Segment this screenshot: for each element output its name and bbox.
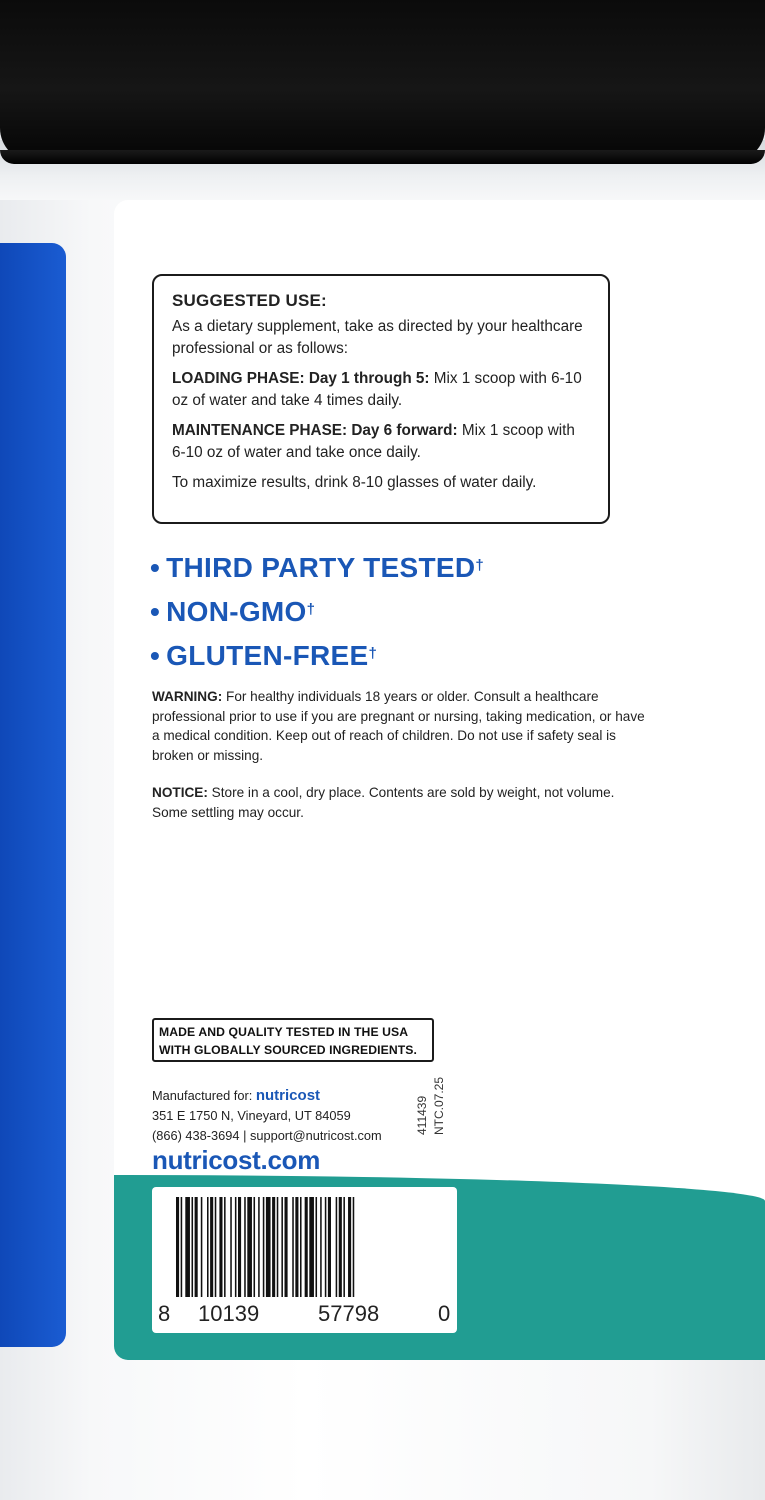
barcode-bar [244, 1197, 246, 1297]
barcode-bar [305, 1197, 308, 1297]
barcode-bar [210, 1197, 213, 1297]
notice-body: Store in a cool, dry place. Contents are sold by weight, not volume. Some settling may occur. [152, 785, 615, 820]
jar-lid-edge [0, 150, 765, 164]
barcode-bar [343, 1197, 345, 1297]
suggested-use-intro: As a dietary supplement, take as directed by your healthcare professional or as follows: [172, 318, 583, 357]
suggested-use-heading: SUGGESTED USE: [172, 291, 327, 310]
manufacturer-info [152, 1086, 452, 1146]
manufacturer-address: 351 E 1750 N, Vineyard, UT 84059 [152, 1108, 351, 1123]
barcode-bar [247, 1197, 252, 1297]
barcode-bar [224, 1197, 226, 1297]
barcode-bar [181, 1197, 183, 1297]
maintenance-phase-text: Mix 1 scoop with 6-10 oz of water and take once daily. [172, 422, 575, 461]
bullet-icon: • [150, 596, 161, 627]
barcode-bar [292, 1197, 294, 1297]
barcode-digit-group-right: 57798 [318, 1301, 380, 1326]
barcode-bar [285, 1197, 288, 1297]
side-blue-band [0, 243, 66, 1347]
barcode-digit-group-left: 10139 [198, 1301, 260, 1326]
barcode-bar [295, 1197, 298, 1297]
barcode-bar [325, 1197, 327, 1297]
barcode-bar [300, 1197, 302, 1297]
manufacturer-prefix: Manufactured for: [152, 1088, 256, 1103]
lot-code [414, 1045, 452, 1135]
notice-label: NOTICE: [152, 785, 208, 800]
loading-phase [172, 368, 590, 412]
dagger-mark: † [368, 645, 378, 662]
barcode-bar [309, 1197, 314, 1297]
loading-phase-label: LOADING PHASE: Day 1 through 5: [172, 370, 430, 387]
barcode-bar [235, 1197, 237, 1297]
barcode-bar [207, 1197, 209, 1297]
warning-label: WARNING: [152, 689, 223, 704]
dagger-mark: † [306, 601, 316, 618]
claim-gluten-free [150, 634, 484, 678]
loading-phase-text: Mix 1 scoop with 6-10 oz of water and take 4 times daily. [172, 370, 582, 409]
barcode-bars [176, 1197, 438, 1297]
jar-lid [0, 0, 765, 162]
barcode [152, 1187, 457, 1333]
barcode-bar [185, 1197, 190, 1297]
barcode-bar [266, 1197, 271, 1297]
manufacturer-contact: (866) 438-3694 | support@nutricost.com [152, 1128, 382, 1143]
claim-text: THIRD PARTY TESTED [166, 552, 476, 583]
product-label [114, 200, 765, 1360]
barcode-bar [176, 1197, 179, 1297]
barcode-bar [230, 1197, 232, 1297]
barcode-digit-last: 0 [438, 1301, 451, 1326]
barcode-bar [238, 1197, 241, 1297]
water-advice: To maximize results, drink 8-10 glasses of water daily. [172, 474, 537, 491]
barcode-bar [272, 1197, 275, 1297]
maintenance-phase [172, 420, 590, 464]
barcode-bar [263, 1197, 265, 1297]
barcode-bar [348, 1197, 351, 1297]
barcode-bar [201, 1197, 203, 1297]
barcode-digit-first: 8 [158, 1301, 171, 1326]
barcode-bar [316, 1197, 318, 1297]
barcode-bar [277, 1197, 279, 1297]
claim-third-party [150, 546, 484, 590]
brand-logo-small: nutricost [255, 1087, 321, 1104]
lot-number: 411439 [415, 1095, 429, 1135]
barcode-bar [258, 1197, 260, 1297]
bullet-icon: • [150, 640, 161, 671]
warning-body: For healthy individuals 18 years or older. Consult a healthcare professional prior to use if you are pregnant or nursing, taking medication, or have a medical condition. Keep out of reach of children. Do not use if safety seal is broken or missing. [152, 689, 645, 763]
notice-text [152, 783, 652, 822]
warning-text [152, 687, 652, 765]
barcode-bar [195, 1197, 198, 1297]
claim-text: NON-GMO [166, 596, 307, 627]
barcode-bar [219, 1197, 222, 1297]
barcode-bar [192, 1197, 194, 1297]
made-in-usa-box: MADE AND QUALITY TESTED IN THE USA WITH GLOBALLY SOURCED INGREDIENTS. [152, 1018, 434, 1062]
barcode-bar [353, 1197, 355, 1297]
lot-date-code: NTC.07.25 [432, 1076, 446, 1135]
barcode-bar [254, 1197, 256, 1297]
claims-list [150, 546, 484, 678]
barcode-bar [336, 1197, 338, 1297]
barcode-bar [215, 1197, 217, 1297]
maintenance-phase-label: MAINTENANCE PHASE: Day 6 forward: [172, 422, 458, 439]
suggested-use-box [152, 274, 610, 524]
barcode-bar [281, 1197, 283, 1297]
website-logo: nutricost.com [152, 1145, 321, 1175]
barcode-bar [320, 1197, 322, 1297]
manufacturer-line [152, 1086, 452, 1106]
barcode-bar [328, 1197, 331, 1297]
dagger-mark: † [475, 557, 485, 574]
claim-text: GLUTEN-FREE [166, 640, 369, 671]
barcode-bar [339, 1197, 342, 1297]
claim-non-gmo [150, 590, 484, 634]
bullet-icon: • [150, 552, 161, 583]
